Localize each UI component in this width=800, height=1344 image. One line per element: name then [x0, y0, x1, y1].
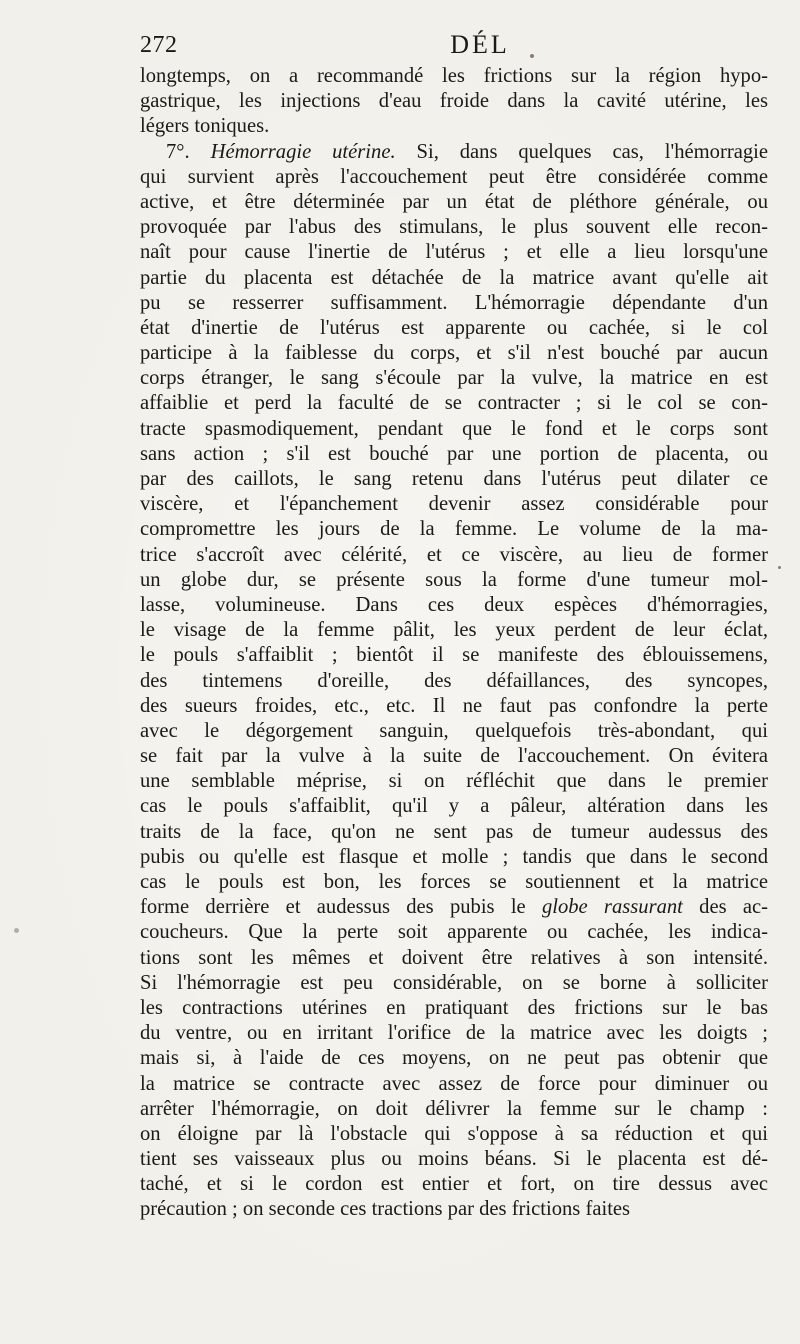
- text-line: mais si, à l'aide de ces moyens, on ne peut pas obtenir que: [140, 1047, 768, 1070]
- text-line: arrêter l'hémorragie, on doit délivrer la femme sur le champ :: [140, 1097, 768, 1120]
- text-line: active, et être déterminée par un état de pléthore générale, ou: [140, 190, 768, 213]
- text-line: du ventre, ou en irritant l'orifice de la matrice avec les doigts ;: [140, 1022, 768, 1045]
- text-line: on éloigne par là l'obstacle qui s'oppose à sa réduction et qui: [140, 1122, 768, 1145]
- text-line: par des caillots, le sang retenu dans l'utérus peut dilater ce: [140, 468, 768, 490]
- text-segment: 7°.: [166, 140, 211, 163]
- text-line: se fait par la vulve à la suite de l'accouchement. On évitera: [140, 745, 768, 768]
- text-line: un globe dur, se présente sous la forme d'une tumeur mol-: [140, 568, 768, 591]
- print-speck: [778, 566, 781, 569]
- text-line: des sueurs froides, etc., etc. Il ne faut pas confondre la perte: [140, 694, 768, 717]
- text-line: participe à la faiblesse du corps, et s'il n'est bouché par aucun: [140, 342, 768, 365]
- text-line: cas le pouls s'affaiblit, qu'il y a pâleur, altération dans les: [140, 795, 768, 818]
- text-line: lasse, volumineuse. Dans ces deux espèces d'hémorragies,: [140, 593, 768, 616]
- text-line: cas le pouls est bon, les forces se soutiennent et la matrice: [140, 871, 768, 893]
- text-line: [140, 895, 768, 920]
- text-line: qui survient après l'accouchement peut être considérée comme: [140, 165, 768, 188]
- text-line: taché, et si le cordon est entier et fort, on tire dessus avec: [140, 1173, 768, 1196]
- text-line: tracte spasmodiquement, pendant que le fond et le corps sont: [140, 417, 768, 440]
- text-line: viscère, et l'épanchement devenir assez considérable pour: [140, 493, 768, 516]
- text-line: provoquée par l'abus des stimulans, le plus souvent elle recon-: [140, 216, 768, 239]
- text-line: la matrice se contracte avec assez de force pour diminuer ou: [140, 1072, 768, 1095]
- text-line: Si l'hémorragie est peu considérable, on se borne à solliciter: [140, 971, 768, 994]
- page-header: [140, 32, 770, 62]
- body-text: [140, 64, 768, 1223]
- text-line: naît pour cause l'inertie de l'utérus ; et elle a lieu lorsqu'une: [140, 241, 768, 264]
- print-speck: [530, 54, 534, 58]
- text-line: état d'inertie de l'utérus est apparente ou cachée, si le col: [140, 316, 768, 339]
- text-line: affaiblie et perd la faculté de se contracter ; si le col se con-: [140, 392, 768, 415]
- text-line: [140, 140, 768, 165]
- text-line: compromettre les jours de la femme. Le volume de la ma-: [140, 518, 768, 541]
- text-line: partie du placenta est détachée de la matrice avant qu'elle ait: [140, 266, 768, 289]
- text-line: précaution ; on seconde ces tractions par des frictions faites: [140, 1198, 631, 1221]
- text-line: des tintemens d'oreille, des défaillances, des syncopes,: [140, 669, 768, 692]
- text-line: légers toniques.: [140, 115, 270, 138]
- text-line: longtemps, on a recommandé les frictions sur la région hypo-: [140, 65, 768, 87]
- text-line: tions sont les mêmes et doivent être relatives à son intensité.: [140, 946, 768, 969]
- italic-term: globe rassurant: [541, 896, 683, 919]
- text-line: traits de la face, qu'on ne sent pas de tumeur audessus des: [140, 820, 768, 843]
- running-head: DÉL: [450, 30, 510, 59]
- text-line: trice s'accroît avec célérité, et ce viscère, au lieu de former: [140, 543, 768, 566]
- text-line: avec le dégorgement sanguin, quelquefois très-abondant, qui: [140, 719, 768, 742]
- text-line: gastrique, les injections d'eau froide dans la cavité utérine, les: [140, 90, 768, 113]
- text-line: coucheurs. Que la perte soit apparente ou cachée, les indica-: [140, 921, 768, 944]
- text-line: tient ses vaisseaux plus ou moins béans. Si le placenta est dé-: [140, 1148, 768, 1171]
- text-line: le pouls s'affaiblit ; bientôt il se manifeste des éblouissemens,: [140, 644, 768, 667]
- text-segment: forme derrière et audessus des pubis le: [140, 896, 542, 919]
- text-line: corps étranger, le sang s'écoule par la vulve, la matrice en est: [140, 367, 768, 390]
- print-speck: [14, 928, 19, 933]
- text-line: les contractions utérines en pratiquant des frictions sur le bas: [140, 996, 768, 1019]
- page-number: 272: [140, 32, 178, 58]
- italic-term: Hémorragie utérine.: [210, 140, 396, 163]
- text-line: pubis ou qu'elle est flasque et molle ; tandis que dans le second: [140, 845, 768, 868]
- text-line: sans action ; s'il est bouché par une portion de placenta, ou: [140, 442, 768, 465]
- text-line: le visage de la femme pâlit, les yeux perdent de leur éclat,: [140, 619, 768, 642]
- text-line: une semblable méprise, si on réfléchit que dans le premier: [140, 770, 768, 793]
- text-segment: Si, dans quelques cas, l'hémorragie: [395, 140, 768, 163]
- text-line: pu se resserrer suffisamment. L'hémorragie dépendante d'un: [140, 291, 768, 314]
- text-segment: des ac-: [682, 896, 768, 919]
